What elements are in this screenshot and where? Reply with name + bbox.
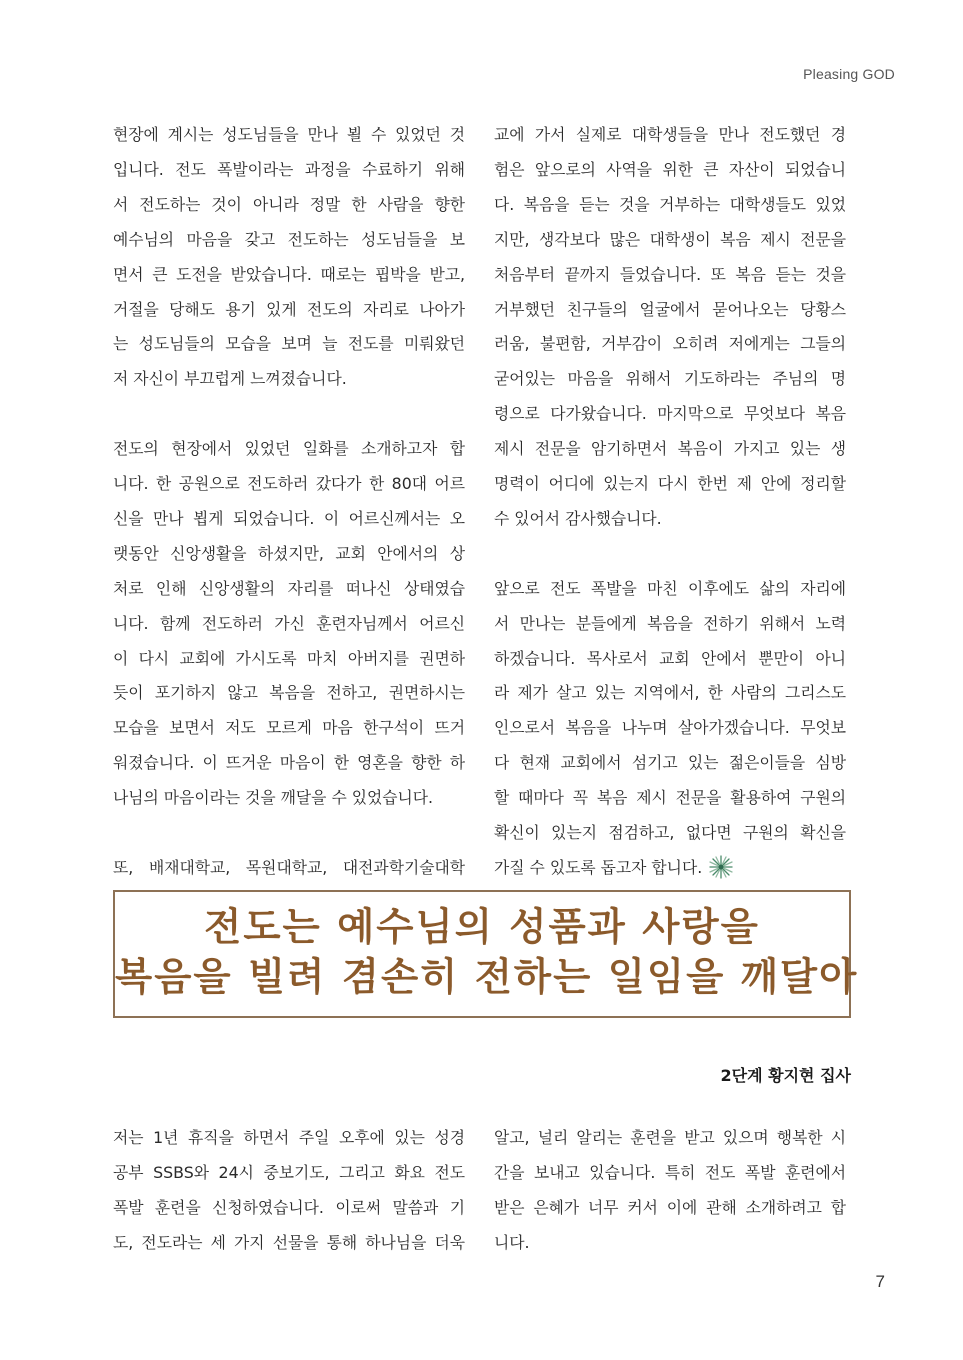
column-right-bottom (494, 1121, 846, 1261)
author-byline: 2단계 황지현 집사 (720, 1066, 851, 1085)
text-line-content: 가질 수 있도록 돕고자 합니다. (494, 858, 703, 878)
text-line: 간을 보내고 있습니다. 특히 전도 폭발 훈련에서 (494, 1162, 846, 1182)
text-line: 라 제가 살고 있는 지역에서, 한 사람의 그리스도 (494, 683, 846, 703)
text-line: 처음부터 끝까지 들었습니다. 또 복음 듣는 것을 (494, 264, 846, 284)
paragraph-gap (113, 397, 465, 432)
text-line: 워졌습니다. 이 뜨거운 마음이 한 영혼을 향한 하 (113, 753, 465, 773)
text-line: 거절을 당해도 용기 있게 전도의 자리로 나아가 (113, 299, 465, 319)
text-line: 령으로 다가왔습니다. 마지막으로 무엇보다 복음 (494, 404, 846, 424)
text-line: 니다. (494, 1232, 530, 1252)
text-line: 니다. 함께 전도하러 가신 훈련자님께서 어르신 (113, 613, 465, 633)
text-line: 입니다. 전도 폭발이라는 과정을 수료하기 위해 (113, 159, 465, 179)
text-line: 는 성도님들의 모습을 보며 늘 전도를 미뤄왔던 (113, 334, 465, 354)
paragraph-gap (494, 537, 846, 572)
running-header: Pleasing GOD (803, 66, 895, 82)
text-line: 저는 1년 휴직을 하면서 주일 오후에 있는 성경 (113, 1128, 465, 1147)
text-line: 현장에 계시는 성도님들을 만나 뵐 수 있었던 것 (113, 125, 465, 144)
column-left-top (113, 118, 465, 886)
text-line: 다. 복음을 듣는 것을 거부하는 대학생들도 있었 (494, 194, 846, 214)
text-line: 하겠습니다. 목사로서 교회 안에서 뿐만이 아니 (494, 648, 846, 668)
text-line: 제시 전문을 암기하면서 복음이 가지고 있는 생 (494, 439, 846, 459)
text-line: 알고, 널리 알리는 훈련을 받고 있으며 행복한 시 (494, 1128, 846, 1147)
text-line: 저 자신이 부끄럽게 느껴졌습니다. (113, 369, 347, 389)
text-line: 수 있어서 감사했습니다. (494, 508, 662, 528)
text-line: 지만, 생각보다 많은 대학생이 복음 제시 전문을 (494, 229, 846, 249)
text-line: 니다. 한 공원으로 전도하러 갔다가 한 80대 어르 (113, 474, 465, 494)
text-line: 할 때마다 꼭 복음 제시 전문을 활용하여 구원의 (494, 788, 846, 808)
text-line: 듯이 포기하지 않고 복음을 전하고, 권면하시는 (113, 683, 465, 703)
text-line: 다 현재 교회에서 섬기고 있는 젊은이들을 심방 (494, 753, 846, 773)
text-line: 나님의 마음이라는 것을 깨달을 수 있었습니다. (113, 788, 434, 808)
text-line: 면서 큰 도전을 받았습니다. 때로는 핍박을 받고, (113, 264, 465, 284)
text-line-final (494, 851, 846, 886)
text-line: 거부했던 친구들의 얼굴에서 묻어나오는 당황스 (494, 299, 846, 319)
column-right-top (494, 118, 846, 886)
column-left-bottom (113, 1121, 465, 1261)
text-line: 서 전도하는 것이 아니라 정말 한 사람을 향한 (113, 194, 465, 214)
article-title-line-1: 전도는 예수님의 성품과 사랑을 (204, 905, 760, 950)
text-line: 공부 SSBS와 24시 중보기도, 그리고 화요 전도 (113, 1162, 465, 1182)
page-number: 7 (875, 1272, 885, 1291)
article-title-line-2: 복음을 빌려 겸손히 전하는 일임을 깨달아 (115, 955, 859, 1000)
text-line: 교에 가서 실제로 대학생들을 만나 전도했던 경 (494, 125, 846, 144)
text-line: 명력이 어디에 있는지 다시 한번 제 안에 정리할 (494, 474, 846, 494)
text-line: 확신이 있는지 점검하고, 없다면 구원의 확신을 (494, 823, 846, 843)
text-line: 서 만나는 분들에게 복음을 전하기 위해서 노력 (494, 613, 846, 633)
article-title-box (113, 890, 859, 1018)
text-line: 러움, 불편함, 거부감이 오히려 저에게는 그들의 (494, 334, 846, 354)
text-line: 도, 전도라는 세 가지 선물을 통해 하나님을 더욱 (113, 1232, 465, 1252)
text-line: 인으로서 복음을 나누며 살아가겠습니다. 무엇보 (494, 718, 846, 738)
text-line: 전도의 현장에서 있었던 일화를 소개하고자 합 (113, 439, 465, 459)
ornament-icon (706, 854, 736, 880)
text-line: 받은 은혜가 너무 커서 이에 관해 소개하려고 합 (494, 1197, 846, 1217)
text-line: 신을 만나 뵙게 되었습니다. 이 어르신께서는 오 (113, 508, 465, 528)
text-line: 처로 인해 신앙생활의 자리를 떠나신 상태였습 (113, 578, 465, 598)
text-line: 굳어있는 마음을 위해서 기도하라는 주님의 명 (494, 369, 846, 389)
text-line: 험은 앞으로의 사역을 위한 큰 자산이 되었습니 (494, 159, 846, 179)
text-line: 폭발 훈련을 신청하였습니다. 이로써 말씀과 기 (113, 1197, 465, 1217)
text-line: 모습을 보면서 저도 모르게 마음 한구석이 뜨거 (113, 718, 465, 738)
text-line: 앞으로 전도 폭발을 마친 이후에도 삶의 자리에 (494, 578, 846, 598)
text-line: 예수님의 마음을 갖고 전도하는 성도님들을 보 (113, 229, 465, 249)
text-line: 이 다시 교회에 가시도록 마치 아버지를 권면하 (113, 648, 465, 668)
paragraph-gap (113, 816, 465, 851)
text-line: 또, 배재대학교, 목원대학교, 대전과학기술대학 (113, 858, 465, 877)
text-line: 랫동안 신앙생활을 하셨지만, 교회 안에서의 상 (113, 543, 465, 563)
